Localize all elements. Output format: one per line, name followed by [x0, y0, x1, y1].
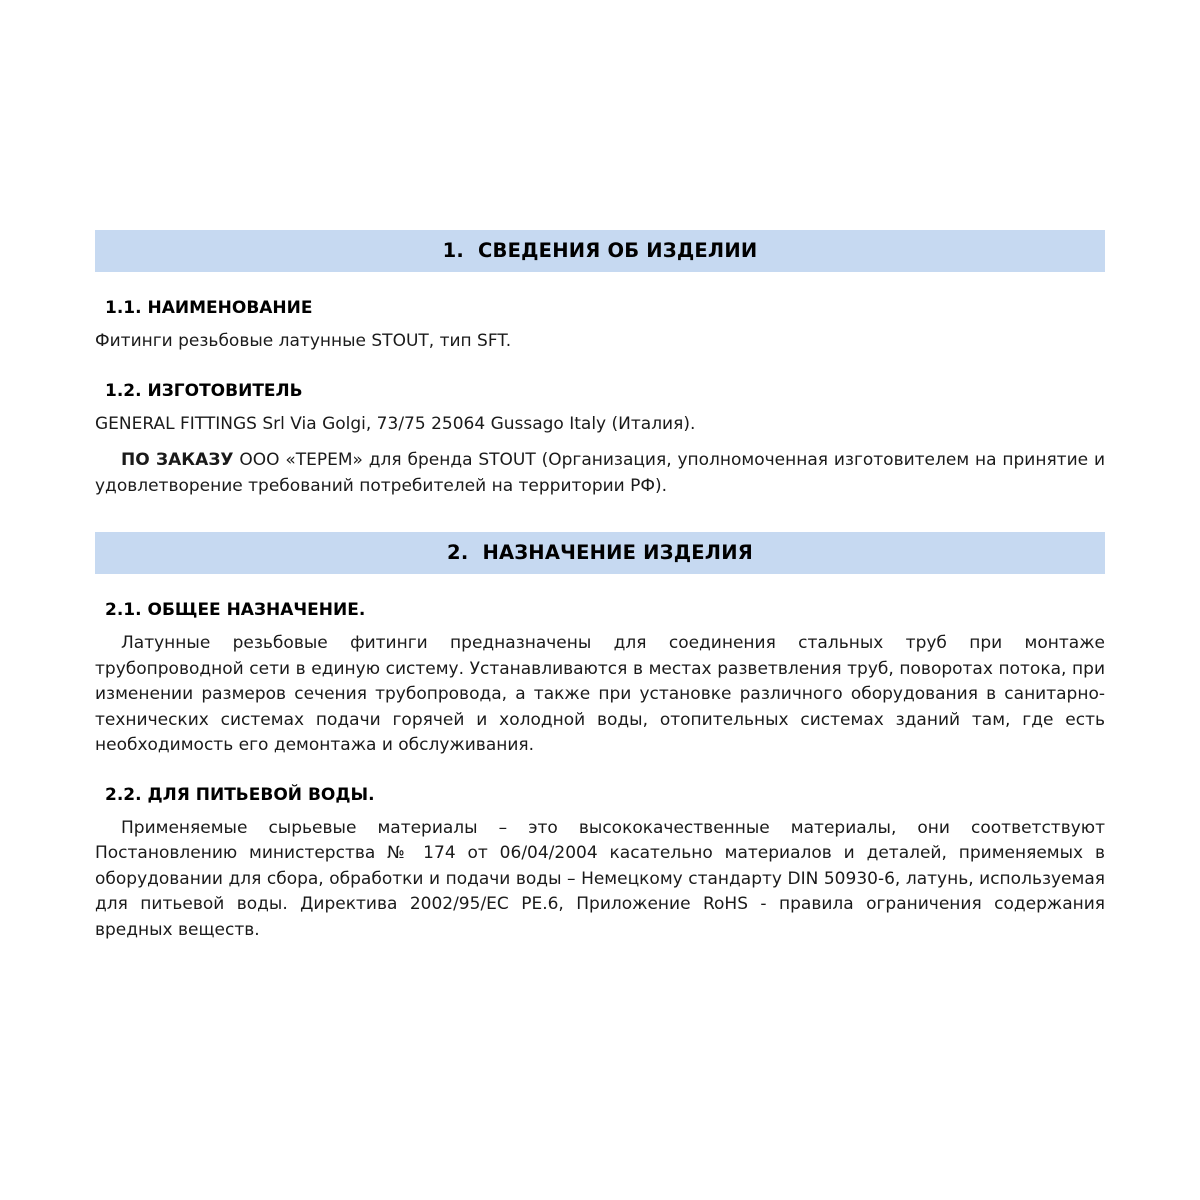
section-banner-2 — [95, 532, 1105, 574]
section-banner-1 — [95, 230, 1105, 272]
order-rest-text: ООО «ТЕРЕМ» для бренда STOUT (Организация, уполномоченная изготовителем на принятие и удовлетворение требований потребителей на территории РФ). — [95, 450, 1105, 496]
heading-2-1: 2.1. ОБЩЕЕ НАЗНАЧЕНИЕ. — [105, 600, 366, 620]
paragraph-2-2: Применяемые сырьевые материалы – это высококачественные материалы, они соответствуют Постановлению министерства № 174 от 06/04/2004 касательно материалов и деталей, применяемых в оборудовании для сбора, обработки и подачи воды – Немецкому стандарту DIN 50930-6, латунь, используемая для питьевой воды. Директива 2002/95/ЕС РЕ.6, Приложение RoHS - правила ограничения содержания вредных веществ. — [95, 817, 1105, 940]
paragraph-1-1: Фитинги резьбовые латунные STOUT, тип SFT. — [95, 331, 512, 351]
order-lead-label: ПО ЗАКАЗУ — [121, 450, 234, 470]
heading-2-2: 2.2. ДЛЯ ПИТЬЕВОЙ ВОДЫ. — [105, 784, 375, 805]
paragraph-1-2-order — [95, 448, 1105, 499]
section-title-2: НАЗНАЧЕНИЕ ИЗДЕЛИЯ — [482, 541, 753, 564]
section-number-2: 2. — [447, 541, 469, 564]
heading-1-1: 1.1. НАИМЕНОВАНИЕ — [105, 298, 313, 318]
section-number-1: 1. — [442, 239, 465, 262]
heading-1-2: 1.2. ИЗГОТОВИТЕЛЬ — [105, 380, 303, 401]
paragraph-1-2-manufacturer: GENERAL FITTINGS Srl Via Golgi, 73/75 25064 Gussago Italy (Италия). — [95, 413, 696, 434]
section-title-1: СВЕДЕНИЯ ОБ ИЗДЕЛИИ — [478, 239, 758, 262]
paragraph-2-1: Латунные резьбовые фитинги предназначены для соединения стальных труб при монтаже трубопроводной сети в единую систему. Устанавливаются в местах разветвления труб, поворотах потока, при изменении размеров сечения трубопровода, а также при установке различного оборудования в санитарно-технических системах подачи горячей и холодной воды, отопительных системах зданий там, где есть необходимость его демонтажа и обслуживания. — [95, 633, 1105, 755]
